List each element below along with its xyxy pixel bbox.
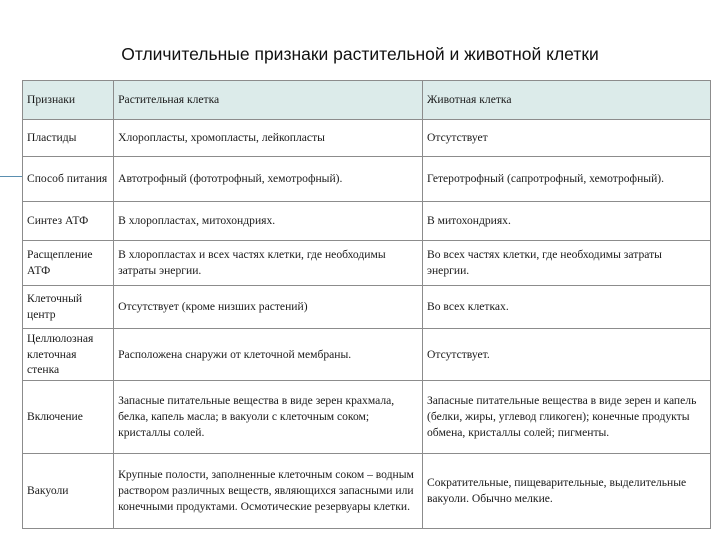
header-animal-cell: Животная клетка: [423, 81, 711, 120]
animal-cell: Отсутствует: [423, 120, 711, 157]
feature-cell: Вакуоли: [23, 453, 114, 528]
table-row: [23, 380, 711, 453]
animal-cell: В митохондриях.: [423, 202, 711, 241]
plant-cell: Хлоропласты, хромопласты, лейкопласты: [114, 120, 423, 157]
table-row: [23, 241, 711, 286]
table-row: [23, 157, 711, 202]
plant-cell: Запасные питательные вещества в виде зерен крахмала, белка, капель масла; в вакуоли с клеточным соком; кристаллы солей.: [114, 380, 423, 453]
feature-cell: Способ питания: [23, 157, 114, 202]
slide-title: Отличительные признаки растительной и животной клетки: [121, 44, 599, 64]
animal-cell: Запасные питательные вещества в виде зерен и капель (белки, жиры, углевод гликоген); конечные продукты обмена, кристаллы солей; пигменты.: [423, 380, 711, 453]
table-row: [23, 286, 711, 329]
plant-cell: Расположена снаружи от клеточной мембраны.: [114, 329, 423, 381]
animal-cell: Отсутствует.: [423, 329, 711, 381]
plant-cell: Отсутствует (кроме низших растений): [114, 286, 423, 329]
decorative-line: [0, 176, 22, 177]
animal-cell: Сократительные, пищеварительные, выделительные вакуоли. Обычно мелкие.: [423, 453, 711, 528]
header-plant-cell: Растительная клетка: [114, 81, 423, 120]
animal-cell: Во всех клетках.: [423, 286, 711, 329]
header-features: Признаки: [23, 81, 114, 120]
animal-cell: Во всех частях клетки, где необходимы затраты энергии.: [423, 241, 711, 286]
feature-cell: Синтез АТФ: [23, 202, 114, 241]
plant-cell: В хлоропластах, митохондриях.: [114, 202, 423, 241]
feature-cell: Расщепление АТФ: [23, 241, 114, 286]
feature-cell: Пластиды: [23, 120, 114, 157]
comparison-table: [22, 80, 711, 529]
table-header-row: [23, 81, 711, 120]
table-row: [23, 202, 711, 241]
plant-cell: Крупные полости, заполненные клеточным соком – водным раствором различных веществ, являющихся запасными или конечными продуктами. Осмотические резервуары клетки.: [114, 453, 423, 528]
animal-cell: Гетеротрофный (сапротрофный, хемотрофный).: [423, 157, 711, 202]
feature-cell: Целлюлозная клеточная стенка: [23, 329, 114, 381]
feature-cell: Включение: [23, 380, 114, 453]
table-row: [23, 453, 711, 528]
feature-cell: Клеточный центр: [23, 286, 114, 329]
plant-cell: В хлоропластах и всех частях клетки, где необходимы затраты энергии.: [114, 241, 423, 286]
plant-cell: Автотрофный (фототрофный, хемотрофный).: [114, 157, 423, 202]
table-row: [23, 329, 711, 381]
table-row: [23, 120, 711, 157]
